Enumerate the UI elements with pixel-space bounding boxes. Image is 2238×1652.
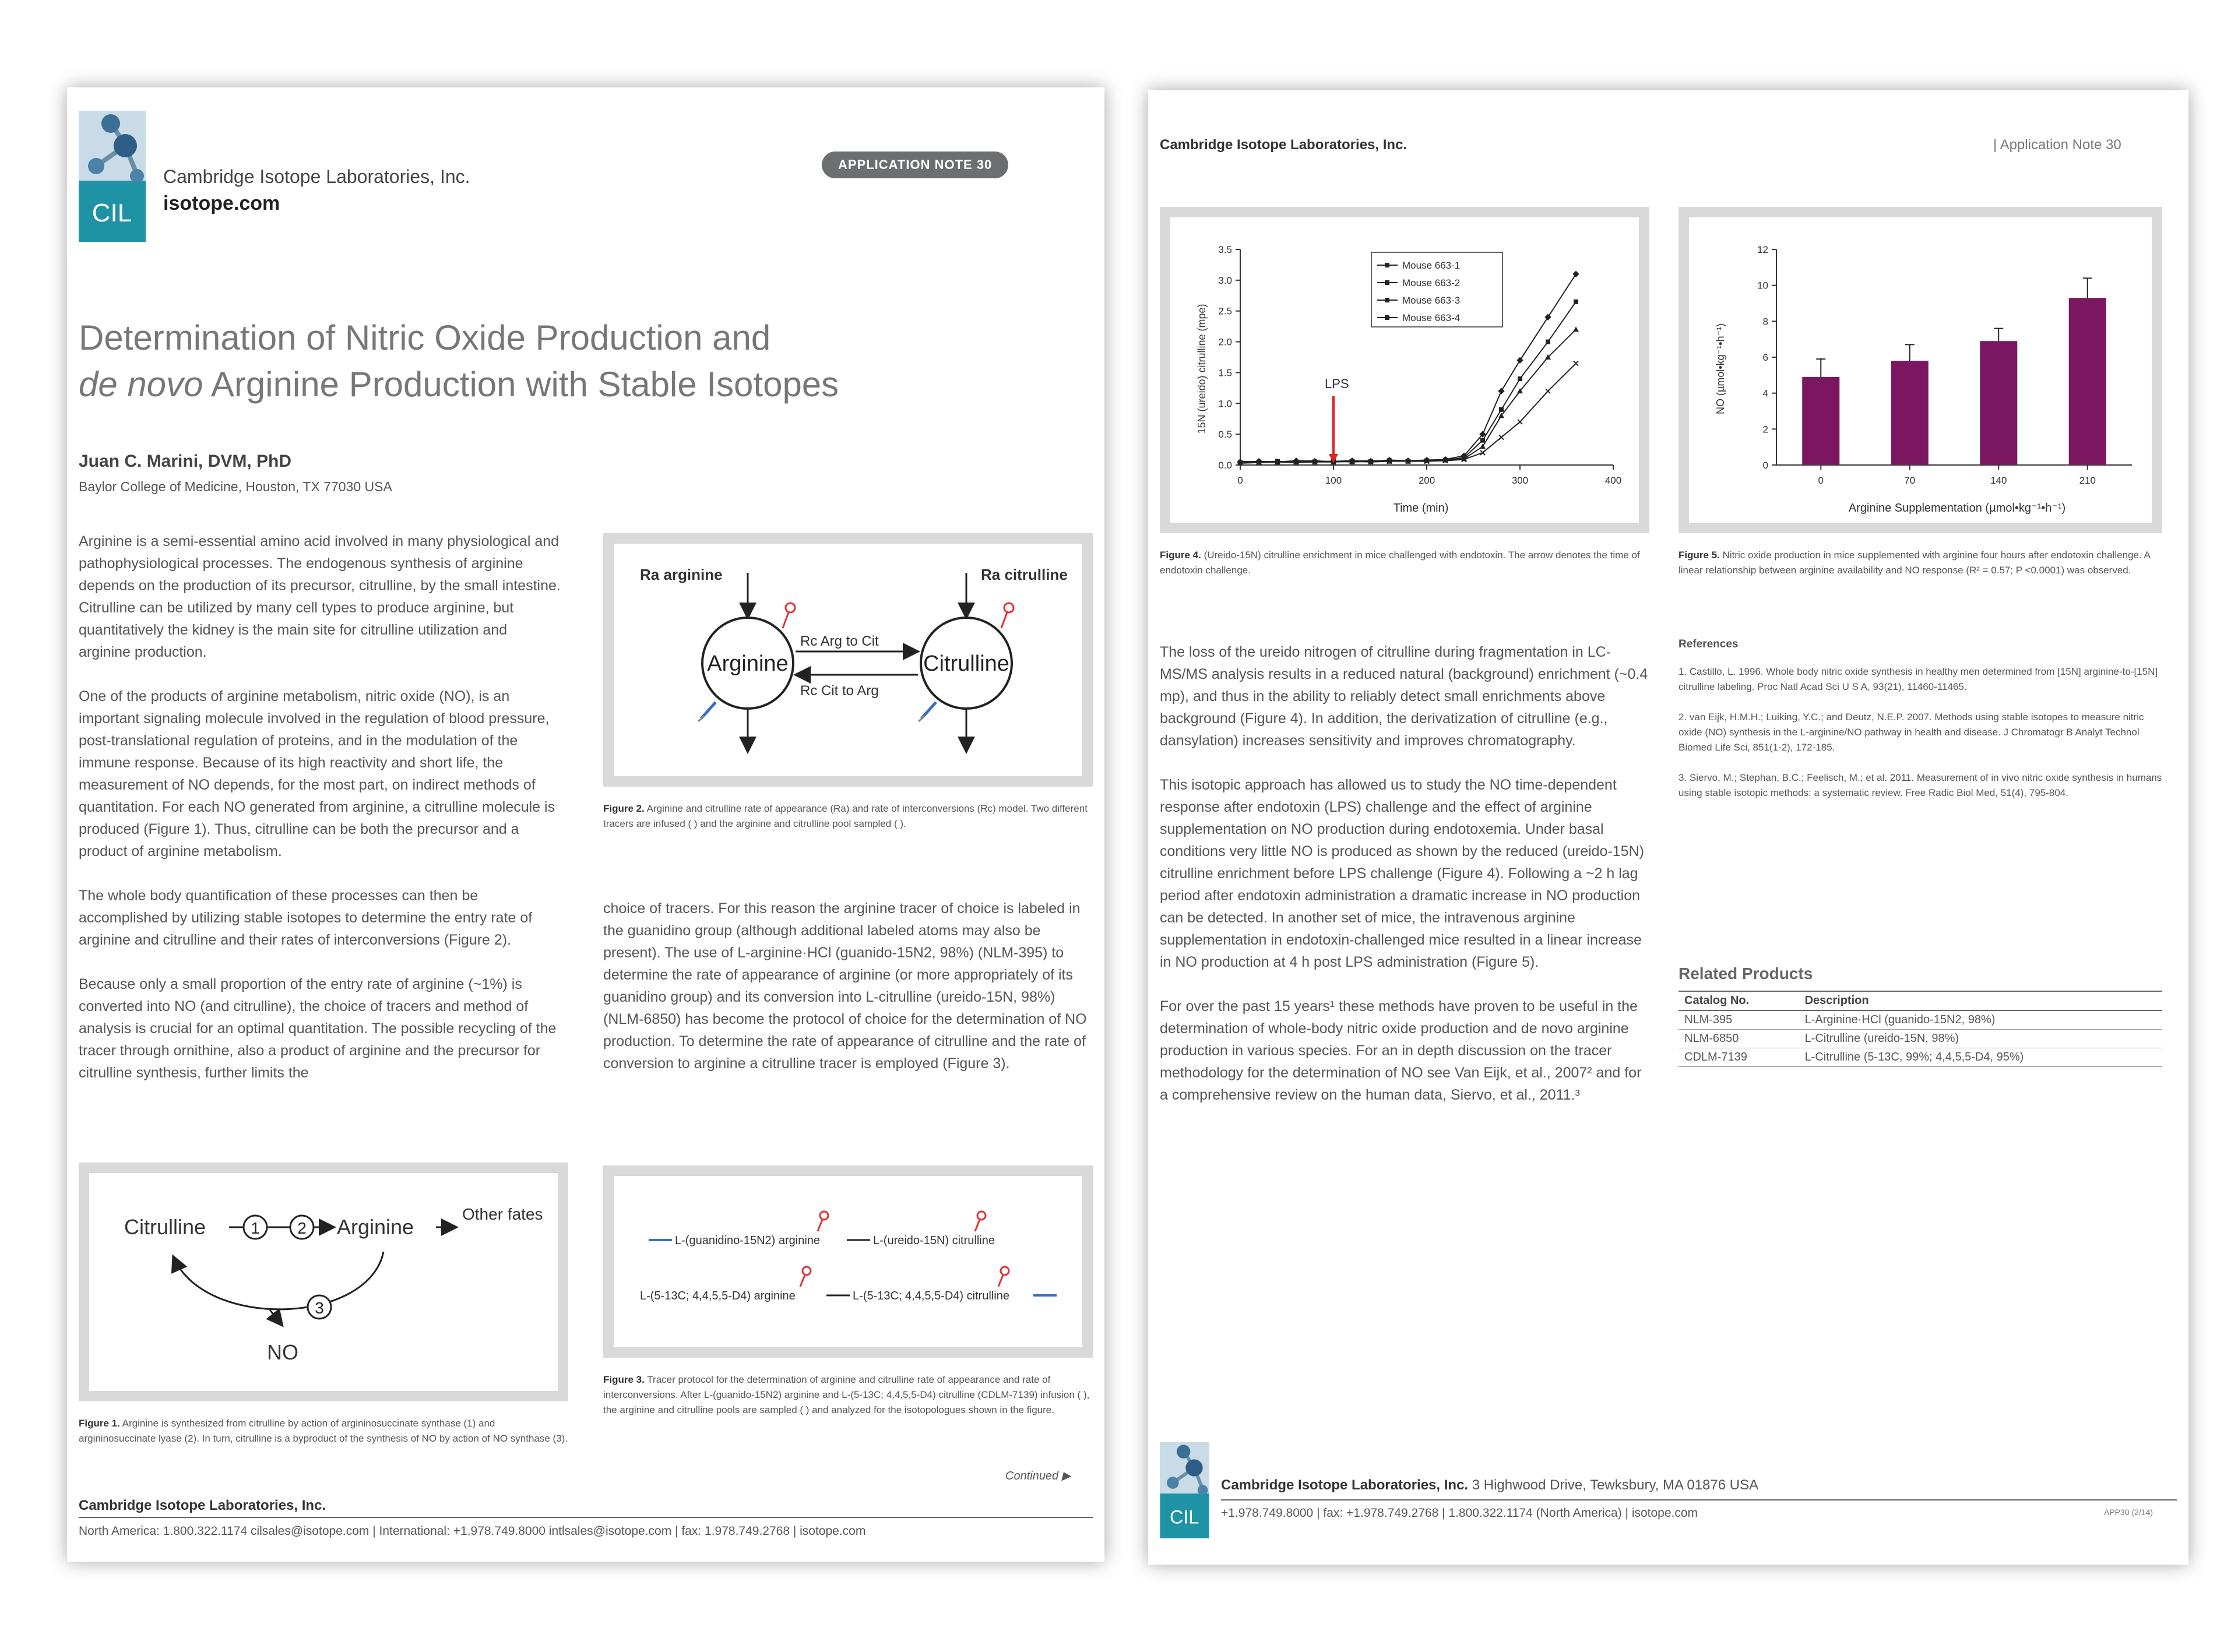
data-point — [1573, 326, 1579, 332]
tracer-row1-left: L-(guanidino-15N2) arginine — [675, 1234, 821, 1247]
caption-label: Figure 4. — [1160, 550, 1201, 561]
legend — [1371, 252, 1502, 327]
citrulline-label: Citrulline — [124, 1215, 206, 1239]
caption-label: Figure 5. — [1678, 550, 1720, 561]
figure-1 — [79, 1163, 568, 1401]
bar — [1802, 377, 1839, 465]
cil-logo — [79, 111, 146, 242]
company-name: Cambridge Isotope Laboratories, Inc. — [163, 166, 470, 187]
sample-probe-icon — [783, 603, 795, 628]
data-point — [1480, 443, 1486, 449]
y-axis-label: 15N (ureido) citrulline (mpe) — [1196, 304, 1208, 434]
step-2-label: 2 — [297, 1219, 307, 1237]
tracer-row2-right: L-(5-13C; 4,4,5,5-D4) citrulline — [853, 1290, 1009, 1302]
figure-5-caption — [1678, 548, 2162, 578]
data-point — [1574, 300, 1578, 304]
legend-label: Mouse 663-4 — [1402, 312, 1461, 323]
figure-1-diagram — [89, 1173, 558, 1391]
figure-5 — [1678, 207, 2162, 533]
y-tick-label: 0.0 — [1218, 460, 1232, 471]
figure-4-caption — [1160, 548, 1649, 578]
y-tick-label: 1.5 — [1218, 367, 1232, 379]
arginine-node-label: Arginine — [707, 651, 789, 676]
citrulline-node-label: Citrulline — [923, 651, 1009, 676]
reference-item: 3. Siervo, M.; Stephan, B.C.; Feelisch, M.; et al. 2011. Measurement of in vivo nitric oxide synthesis in humans using stable isotopic methods: a systematic review. Free Radic Biol Med, 51(4), 795-804. — [1678, 772, 2162, 798]
body-column-2 — [603, 897, 1093, 1097]
x-tick-label: 300 — [1511, 475, 1529, 486]
x-tick-label: 210 — [2079, 475, 2096, 486]
footer-cil-logo — [1160, 1442, 1209, 1538]
series-line — [1240, 364, 1576, 463]
references-title: References — [1678, 638, 1739, 650]
figure-2-diagram — [614, 544, 1082, 776]
header-company: Cambridge Isotope Laboratories, Inc. — [1160, 137, 1407, 153]
tracer-row1-right: L-(ureido-15N) citrulline — [873, 1234, 995, 1247]
table-cell[interactable]: NLM-395 — [1678, 1010, 1799, 1030]
y-tick-label: 1.0 — [1218, 398, 1232, 410]
figure-4 — [1160, 207, 1649, 533]
reference-item: 2. van Eijk, H.M.H.; Luiking, Y.C.; and Deutz, N.E.P. 2007. Methods using stable isotopes to measure nitric oxide (NO) synthesis in the L-arginine/NO pathway in health and disease. J Chromatogr B Analyt Technol Biomed Life Sci, 851(1-2), 172-185. — [1678, 711, 2144, 753]
x-tick-label: 0 — [1818, 475, 1824, 486]
footer-divider — [1221, 1499, 2177, 1500]
figure-2 — [603, 533, 1093, 787]
legend-marker — [1385, 280, 1389, 285]
footer-address: 3 Highwood Drive, Tewksbury, MA 01876 USA — [1472, 1477, 1759, 1493]
table-cell[interactable]: CDLM-7139 — [1678, 1048, 1799, 1067]
data-point — [1498, 388, 1504, 394]
figure-3-diagram — [614, 1176, 1082, 1347]
caption-text: Arginine and citrulline rate of appearance (Ra) and rate of interconversions (Rc) model. Two different tracers are infused ( ) and the arginine and citrulline pool sampled ( ). — [603, 803, 1088, 829]
caption-text: (Ureido-15N) citrulline enrichment in mice challenged with endotoxin. The arrow denotes the time of endotoxin challenge. — [1160, 550, 1640, 576]
x-tick-label: 140 — [1990, 475, 2007, 486]
legend-label: Mouse 663-2 — [1402, 277, 1461, 288]
data-point — [1499, 407, 1504, 412]
legend-label: Mouse 663-3 — [1402, 295, 1461, 306]
title-line-2 — [79, 361, 839, 408]
step-1-label: 1 — [251, 1219, 260, 1237]
y-tick-label: 2.0 — [1218, 336, 1232, 348]
x-tick-label: 200 — [1418, 475, 1435, 486]
footer-address-line — [1221, 1477, 1758, 1494]
title-rest: Arginine Production with Stable Isotopes — [203, 365, 839, 404]
sample-probe-icon — [1001, 603, 1014, 628]
figure-3 — [603, 1165, 1093, 1358]
table-header: Catalog No. — [1678, 991, 1799, 1010]
data-point — [1518, 376, 1522, 381]
table-cell: L-Citrulline (5-13C, 99%; 4,4,5,5-D4, 95%) — [1799, 1048, 2162, 1067]
footer-contacts: North America: 1.800.322.1174 cilsales@isotope.com | International: +1.978.749.8000 intlsales@isotope.com | fax: 1.978.749.2768 | isotope.com — [79, 1524, 866, 1538]
footer-company: Cambridge Isotope Laboratories, Inc. — [79, 1498, 326, 1513]
tracer-row2-left: L-(5-13C; 4,4,5,5-D4) arginine — [640, 1290, 796, 1302]
svg-text:CIL: CIL — [92, 199, 132, 227]
arg-to-cit-label: Rc Arg to Cit — [800, 633, 879, 649]
x-tick-label: 0 — [1237, 475, 1243, 486]
caption-label: Figure 3. — [603, 1374, 645, 1385]
figure-1-caption — [79, 1416, 568, 1446]
sample-probe-icon — [975, 1211, 986, 1231]
x-axis-label: Time (min) — [1393, 502, 1449, 515]
cit-to-arg-label: Rc Cit to Arg — [800, 683, 879, 699]
data-point — [1546, 340, 1550, 344]
other-fates-label: Other fates — [462, 1205, 543, 1223]
bar — [1980, 341, 2017, 465]
caption-label: Figure 1. — [79, 1418, 120, 1429]
body-column-1 — [79, 530, 562, 1106]
y-tick-label: 3.0 — [1218, 274, 1232, 286]
table-header-row — [1678, 991, 2162, 1010]
page-2 — [1148, 90, 2188, 1565]
y-tick-label: 8 — [1762, 316, 1768, 327]
syringe-icon — [919, 702, 936, 721]
footer-contacts: +1.978.749.8000 | fax: +1.978.749.2768 | 1.800.322.1174 (North America) | isotope.com — [1221, 1506, 1698, 1520]
y-tick-label: 10 — [1757, 280, 1768, 291]
sample-probe-icon — [998, 1267, 1009, 1287]
y-tick-label: 2.5 — [1218, 305, 1232, 317]
table-cell[interactable]: NLM-6850 — [1678, 1030, 1799, 1048]
y-tick-label: 2 — [1762, 424, 1768, 435]
legend-label: Mouse 663-1 — [1402, 260, 1461, 271]
related-products-title: Related Products — [1678, 964, 1813, 982]
legend-marker — [1385, 315, 1389, 320]
figure-2-caption — [603, 801, 1093, 832]
footer-code: APP30 (2/14) — [2104, 1507, 2153, 1517]
affiliation: Baylor College of Medicine, Houston, TX 77030 USA — [79, 479, 392, 494]
reference-item: 1. Castillo, L. 1996. Whole body nitric oxide synthesis in healthy men determined from [15N] arginine-to-[15N] citrulline labeling. Proc Natl Acad Sci U S A, 93(21), 11460-11465. — [1678, 666, 2158, 692]
legend-marker — [1385, 298, 1389, 302]
header-note: | Application Note 30 — [1993, 137, 2121, 153]
bar — [1891, 361, 1929, 465]
legend-marker — [1385, 263, 1389, 267]
y-tick-label: 4 — [1762, 388, 1768, 399]
paragraph: Because only a small proportion of the entry rate of arginine (~1%) is converted into NO (and citrulline), the choice of tracers and method of analysis is crucial for an optimal quantitation. The possible recycling of the tracer through ornithine, also a product of arginine and the precursor for citrulline synthesis, further limits the — [79, 976, 557, 1081]
series-line — [1240, 329, 1576, 462]
x-tick-label: 400 — [1604, 475, 1622, 486]
paragraph: One of the products of arginine metabolism, nitric oxide (NO), is an important signaling molecule involved in the regulation of blood pressure, post-translational regulation of proteins, and in the modulation of the immune response. Because of its high reactivity and short life, the measurement of NO depends, for the most part, on indirect methods of quantitation. For each NO generated from arginine, a citrulline molecule is produced (Figure 1). Thus, citrulline can be both the precursor and a product of arginine metabolism. — [79, 688, 555, 860]
no-label: NO — [267, 1340, 298, 1364]
table-row — [1678, 1010, 2162, 1030]
y-tick-label: 0.5 — [1218, 429, 1232, 441]
figure-4-chart — [1170, 217, 1639, 523]
x-tick-label: 100 — [1325, 475, 1342, 486]
title-line-1: Determination of Nitric Oxide Production and — [79, 318, 771, 357]
arginine-label: Arginine — [337, 1215, 414, 1239]
ra-arginine-label: Ra arginine — [640, 566, 723, 583]
related-products-table — [1678, 991, 2162, 1067]
caption-text: Arginine is synthesized from citrulline by action of argininosuccinate synthase (1) and argininosuccinate lyase (2). In turn, citrulline is a byproduct of the synthesis of NO by action of NO synthase (3). — [79, 1418, 568, 1444]
figure-3-caption — [603, 1372, 1093, 1418]
cil-logo-icon — [1160, 1442, 1209, 1538]
y-tick-label: 0 — [1762, 460, 1768, 471]
references-list — [1678, 664, 2162, 816]
footer-divider — [79, 1517, 1093, 1518]
ra-citrulline-label: Ra citrulline — [981, 566, 1068, 583]
table-header: Description — [1799, 991, 2162, 1010]
data-point — [1572, 271, 1579, 277]
paragraph: The whole body quantification of these processes can then be accomplished by utilizing stable isotopes to determine the entry rate of arginine and citrulline and their rates of interconversions (Figure 2). — [79, 887, 533, 948]
svg-text:CIL: CIL — [1170, 1506, 1199, 1528]
data-point — [1480, 438, 1485, 443]
table-row — [1678, 1030, 2162, 1048]
y-axis-label: NO (µmol•kg⁻¹•h⁻¹) — [1715, 323, 1726, 414]
paragraph: This isotopic approach has allowed us to study the NO time-dependent response after endotoxin (LPS) challenge and the effect of arginine supplementation on NO production during endotoxemia. Under basal conditions very little NO is produced as shown by the reduced (ureido-15N) citrulline enrichment before LPS challenge (Figure 4). Following a ~2 h lag period after endotoxin administration a dramatic increase in NO production can be detected. In another set of mice, the intravenous arginine supplementation in endotoxin-challenged mice resulted in a linear increase in NO production at 4 h post LPS administration (Figure 5). — [1160, 777, 1644, 970]
data-point — [1516, 357, 1523, 364]
sample-probe-icon — [818, 1211, 828, 1231]
bar — [2069, 298, 2106, 465]
syringe-icon — [698, 702, 716, 721]
author: Juan C. Marini, DVM, PhD — [79, 452, 292, 471]
caption-label: Figure 2. — [603, 803, 645, 814]
y-tick-label: 6 — [1762, 352, 1768, 363]
x-axis-label: Arginine Supplementation (µmol•kg⁻¹•h⁻¹) — [1848, 502, 2066, 515]
footer-company: Cambridge Isotope Laboratories, Inc. — [1221, 1477, 1469, 1493]
x-tick-label: 70 — [1904, 475, 1916, 486]
step-3-label: 3 — [315, 1299, 324, 1317]
y-tick-label: 3.5 — [1218, 244, 1232, 255]
table-row — [1678, 1048, 2162, 1067]
application-note-badge: APPLICATION NOTE 30 — [822, 152, 1008, 178]
paragraph: Arginine is a semi-essential amino acid involved in many physiological and pathophysiological processes. The endogenous synthesis of arginine depends on the production of its precursor, citrulline, by the small intestine. Citrulline can be utilized by many cell types to produce arginine, but quantitatively the kidney is the main site for citrulline utilization and arginine production. — [79, 533, 561, 660]
figure-5-chart — [1689, 217, 2152, 523]
page-1 — [67, 87, 1104, 1562]
continued-link[interactable]: Continued ▶ — [1005, 1470, 1071, 1482]
cil-logo-icon — [79, 111, 146, 242]
page-title — [79, 315, 839, 408]
table-cell: L-Arginine·HCl (guanido-15N2, 98%) — [1799, 1010, 2162, 1030]
paragraph: For over the past 15 years¹ these methods have proven to be useful in the determination of whole-body nitric oxide production and de novo arginine production in various species. For an in depth discussion on the tracer methodology for the determination of NO see Van Eijk, et al., 2007² and for a comprehensive review on the human data, Siervo, et al., 2011.³ — [1160, 998, 1642, 1103]
caption-text: Tracer protocol for the determination of arginine and citrulline rate of appearance and rate of interconversions. After L-(guanido-15N2) arginine and L-(5-13C; 4,4,5,5-D4) citrulline (CDLM-7139) infusion ( ), the arginine and citrulline pools are sampled ( ) and analyzed for the isotopologues shown in the figure. — [603, 1374, 1090, 1415]
title-italic: de novo — [79, 365, 203, 404]
data-point — [1544, 314, 1551, 320]
paragraph: The loss of the ureido nitrogen of citrulline during fragmentation in LC-MS/MS analysis results in a reduced natural (background) enrichment (~0.4 mp), and thus in the ability to reliably detect small enrichments above background (Figure 4). In addition, the derivatization of citrulline (e.g., dansylation) increases sensitivity and improves chromatography. — [1160, 644, 1648, 749]
caption-text: Nitric oxide production in mice supplemented with arginine four hours after endotoxin challenge. A linear relationship between arginine availability and NO response (R² = 0.57; P <0.0001) was observed. — [1678, 550, 2150, 576]
lps-label: LPS — [1325, 376, 1349, 391]
sample-probe-icon — [800, 1267, 811, 1287]
company-url[interactable]: isotope.com — [163, 192, 280, 214]
y-tick-label: 12 — [1757, 244, 1768, 255]
paragraph: choice of tracers. For this reason the arginine tracer of choice is labeled in the guanidino group (although additional labeled atoms may also be present). The use of L-arginine·HCl (guanido-15N2, 98%) (NLM-395) to determine the rate of appearance of arginine (or more appropriately of its guanidino group) and its conversion into L-citrulline (ureido-15N, 98%) (NLM-6850) has become the protocol of choice for the determination of NO production. To determine the rate of appearance of citrulline and the rate of conversion to arginine a citrulline tracer is employed (Figure 3). — [603, 900, 1087, 1072]
body-column-1 — [1160, 641, 1649, 1128]
table-cell: L-Citrulline (ureido-15N, 98%) — [1799, 1030, 2162, 1048]
